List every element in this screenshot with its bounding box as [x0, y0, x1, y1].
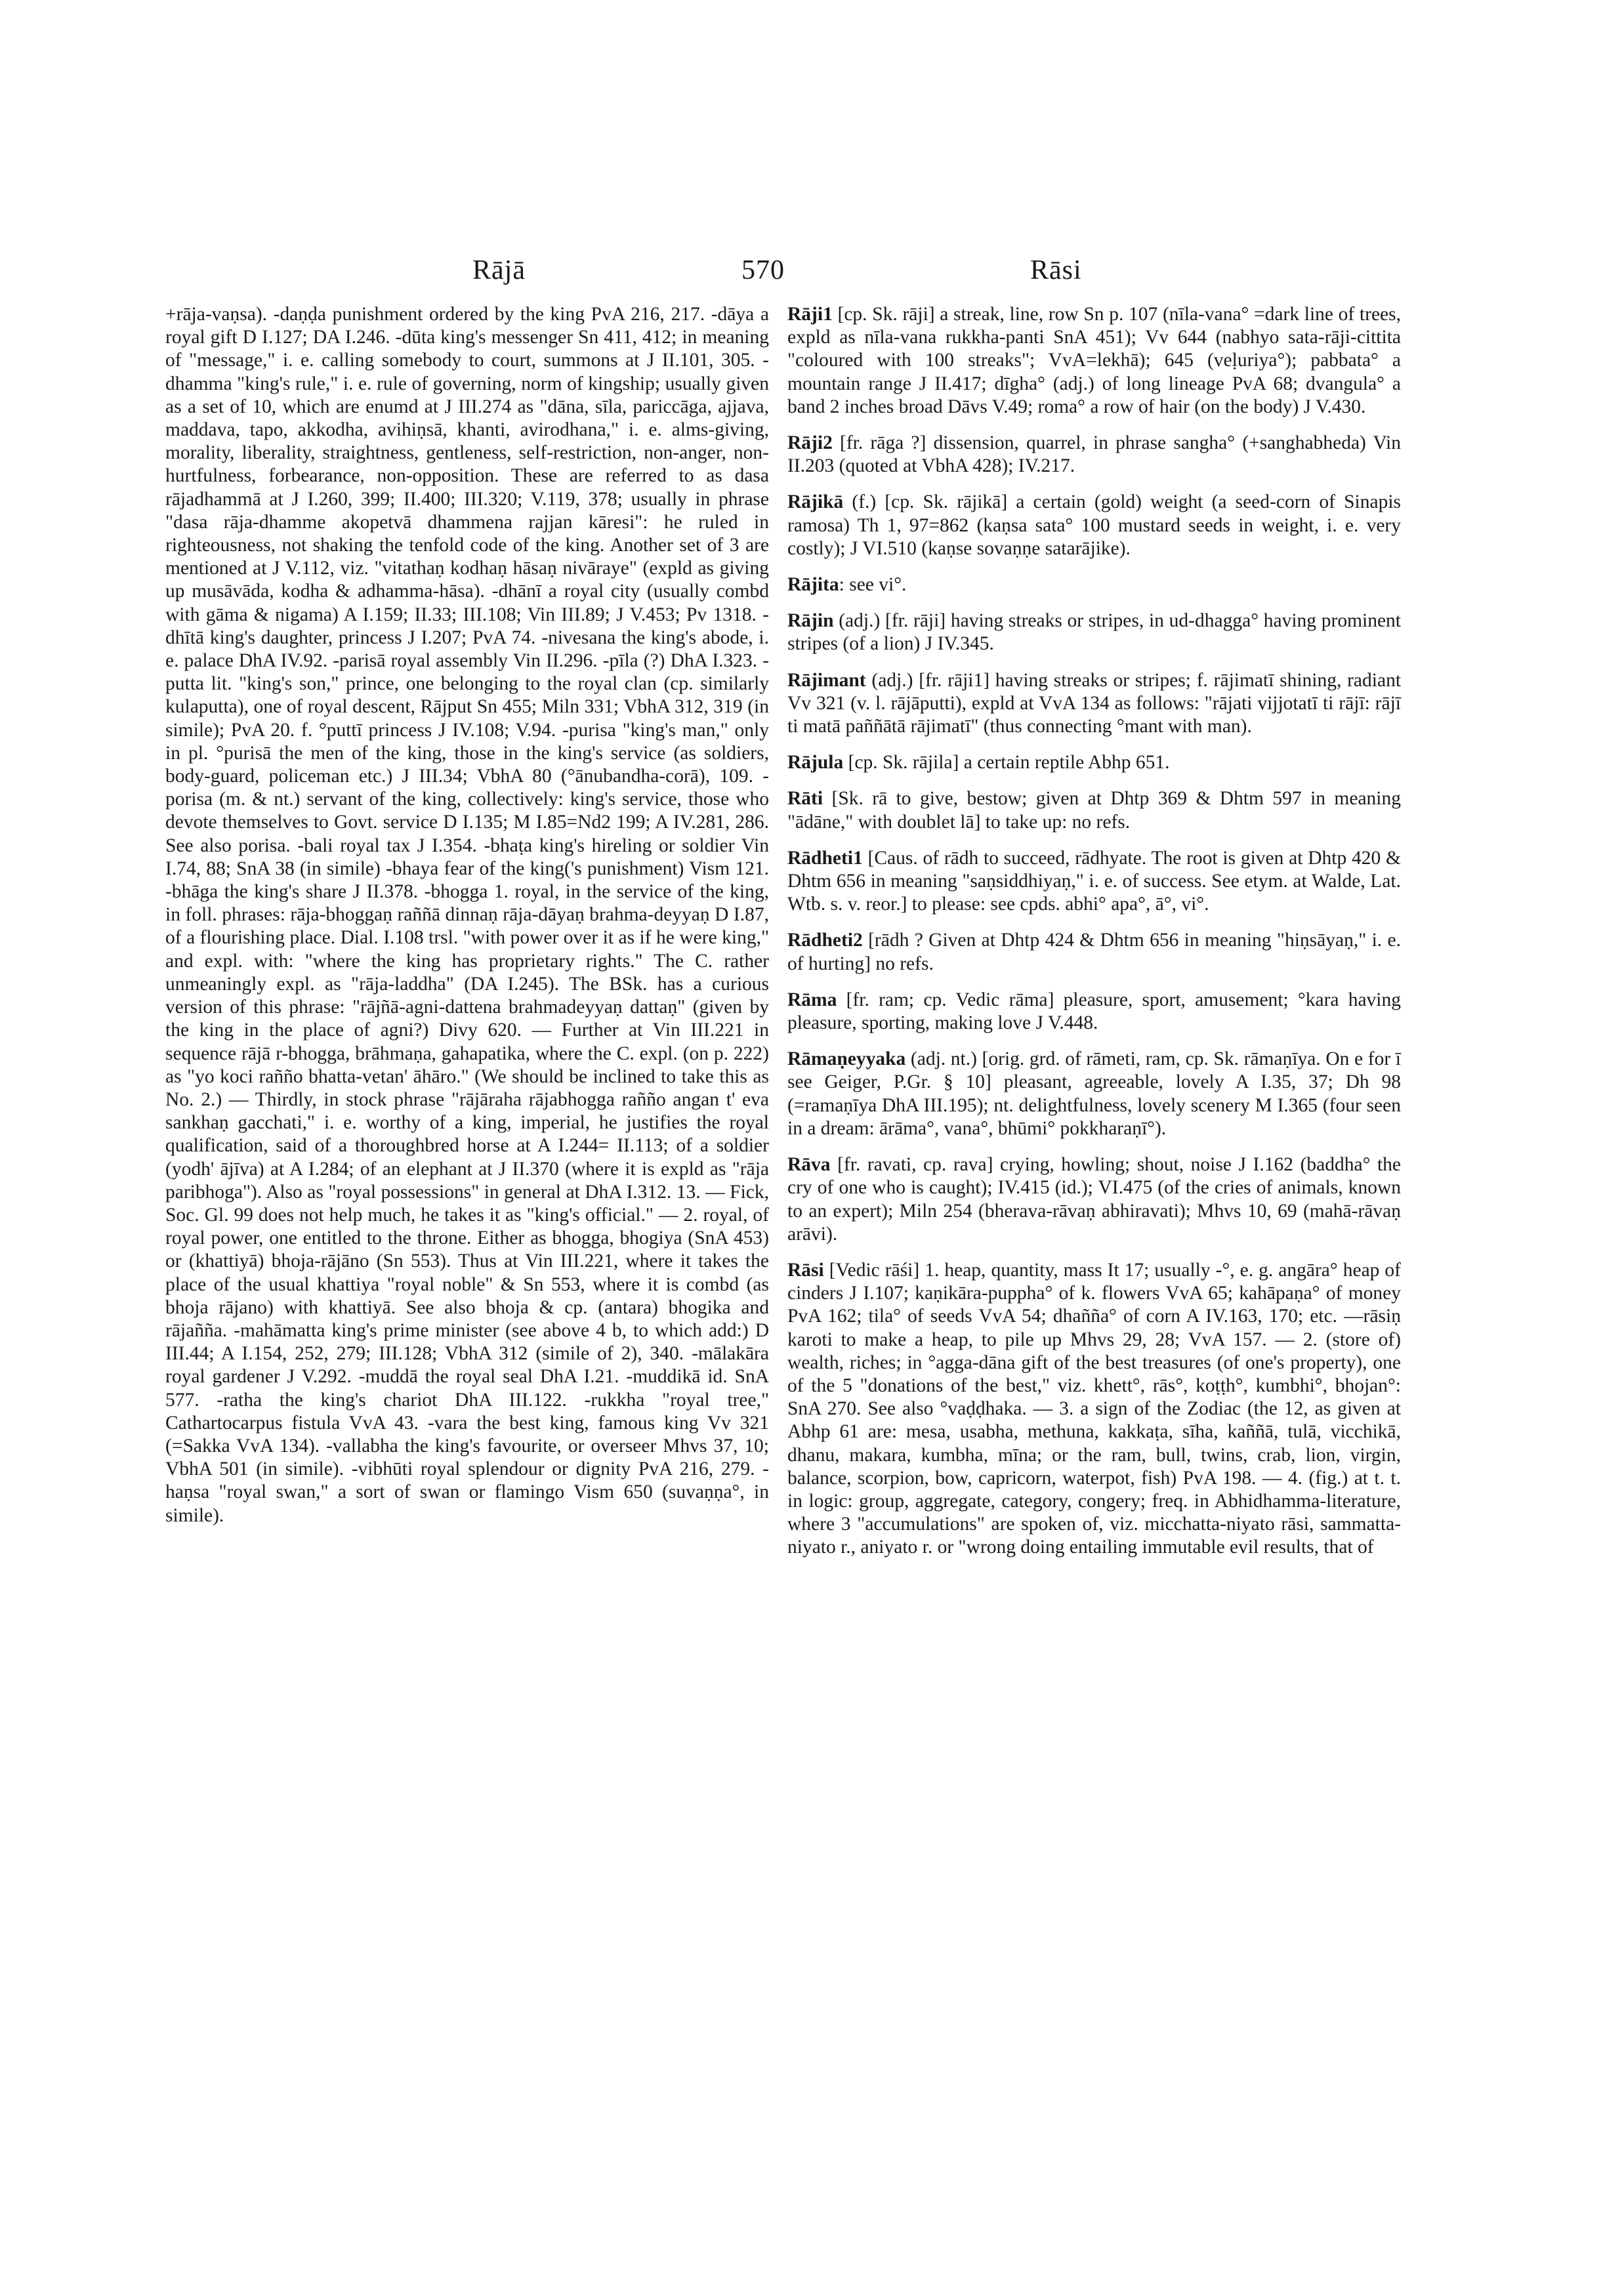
entry-text: : see vi°. — [839, 574, 907, 596]
dictionary-entry — [787, 432, 1401, 478]
entry-text: (f.) [cp. Sk. rājikā] a certain (gold) weight (a seed-corn of Sinapis ramosa) Th 1, 97=862 (kaṇsa sata° 100 mustard seeds in weight, i. e. very costly); J VI.510 (kaṇse sovaṇṇe satarājike). — [787, 491, 1401, 559]
dictionary-entry — [787, 989, 1401, 1035]
dictionary-entry — [787, 751, 1401, 774]
dictionary-entry — [787, 491, 1401, 560]
header-right-guideword: Rāsi — [1030, 255, 1082, 285]
entry-text: (adj.) [fr. rāji1] having streaks or stripes; f. rājimatī shining, radiant Vv 321 (v. l. rājāputti), expld at VvA 134 as follows: "rājati vijjotatī ti rājī: rājī ti matā paññātā rājimatī" (thus connecting °mant with man). — [787, 669, 1402, 737]
entry-text: (adj. nt.) [orig. grd. of rāmeti, ram, cp. Sk. rāmaṇīya. On e for ī see Geiger, P.Gr. § 10] pleasant, agreeable, lovely A I.35, 37; Dh 98 (=ramaṇīya DhA III.195); nt. delightfulness, lovely scenery M I.365 (four seen in a dream: ārāma°, vana°, bhūmi° pokkharaṇī°). — [787, 1048, 1401, 1139]
dictionary-entry — [787, 573, 1401, 596]
dictionary-entry — [787, 610, 1401, 655]
entry-headword: Rājimant — [787, 669, 866, 691]
entry-text: [rādh ? Given at Dhtp 424 & Dhtm 656 in meaning "hiṇsāyaṇ," i. e. of hurting] no refs. — [787, 930, 1401, 974]
entry-headword: Rāma — [787, 989, 837, 1010]
dictionary-entry — [787, 847, 1401, 917]
page-number: 570 — [741, 255, 785, 285]
entry-headword: Rāji1 — [787, 304, 833, 325]
page-header — [164, 255, 1411, 294]
entry-headword: Rāji2 — [787, 432, 833, 454]
entry-headword: Rājin — [787, 610, 834, 632]
entry-text: [cp. Sk. rāji] a streak, line, row Sn p. 107 (nīla-vana° =dark line of trees, expld as nīla-vana rukkha-panti SnA 451); Vv 644 (nabhyo sata-rāji-cittita "coloured with 100 streaks"; VvA=lekhā); 645 (veḷuriya°); pabbata° a mountain range J II.417; dīgha° (adj.) of long lineage PvA 68; dvangula° a band 2 inches broad Dāvs V.49; roma° a row of hair (on the body) J V.430. — [787, 304, 1401, 417]
entry-headword: Rādheti1 — [787, 847, 863, 869]
column-divider — [774, 303, 775, 2075]
dictionary-entry — [787, 669, 1401, 739]
dictionary-entry — [787, 1048, 1401, 1140]
entry-text: [fr. ravati, cp. rava] crying, howling; shout, noise J I.162 (baddha° the cry of one who is caught); IV.415 (id.); VI.475 (of the cries of animals, known to an expert); Miln 254 (bherava-rāvaṇ abhiravati); Mhvs 10, 69 (mahā-rāvaṇ arāvi). — [787, 1154, 1401, 1245]
left-column — [165, 303, 769, 1527]
entry-headword: Rāti — [787, 788, 823, 810]
entry-text: [fr. rāga ?] dissension, quarrel, in phrase sangha° (+sanghabheda) Vin II.203 (quoted at VbhA 428); IV.217. — [787, 432, 1401, 477]
header-left-guideword: Rājā — [472, 255, 526, 285]
dictionary-entry — [787, 787, 1401, 833]
dictionary-entry — [787, 1259, 1401, 1560]
dictionary-entry — [787, 929, 1401, 975]
entry-headword: Rāsi — [787, 1259, 824, 1281]
dictionary-entry — [787, 1153, 1401, 1246]
entry-text: [Caus. of rādh to succeed, rādhyate. The root is given at Dhtp 420 & Dhtm 656 in meaning "saṇsiddhiyaṇ," i. e. of success. See etym. at Walde, Lat. Wtb. s. v. reor.] to please: see cpds. abhi° apa°, ā°, vi°. — [787, 847, 1401, 915]
entry-text: [Vedic rāśi] 1. heap, quantity, mass It 17; usually -°, e. g. angāra° heap of cinders J I.107; kaṇikāra-puppha° of k. flowers VvA 65; kahāpaṇa° of money PvA 162; tila° of seeds VvA 54; dhañña° of corn A IV.163, 170; etc. —rāsiṇ karoti to make a heap, to pile up Mhvs 29, 28; VvA 157. — 2. (store of) wealth, riches; in °agga-dāna gift of the best treasures (of one's property), one of the 5 "donations of the best," viz. khett°, rās°, koṭṭh°, kumbhi°, bhojan°: SnA 270. See also °vaḍḍhaka. — 3. a sign of the Zodiac (the 12, as given at Abhp 61 are: mesa, usabha, methuna, kakkaṭa, sīha, kaññā, tulā, vicchikā, dhanu, makara, kumbha, mīna; or the ram, bull, twins, crab, lion, virgin, balance, scorpion, bow, capricorn, waterpot, fish) PvA 198. — 4. (fig.) at t. t. in logic: group, aggregate, category, congery; freq. in Abhidhamma-literature, where 3 "accumulations" are spoken of, viz. micchatta-niyato rāsi, sammatta-niyato r., aniyato r. or "wrong doing entailing immutable evil results, that of — [787, 1259, 1402, 1558]
entry-headword: Rādheti2 — [787, 930, 863, 951]
left-column-text: +rāja-vaṇsa). -daṇḍa punishment ordered by the king PvA 216, 217. -dāya a royal gift D I.127; DA I.246. -dūta king's messenger Sn 411, 412; in meaning of "message," i. e. calling somebody to court, summons at J II.101, 305. -dhamma "king's rule," i. e. rule of governing, norm of kingship; usually given as a set of 10, which are enumd at J III.274 as "dāna, sīla, pariccāga, ajjava, maddava, tapo, akkodha, avihiṇsā, khanti, avirodhana," i. e. alms-giving, morality, liberality, straightness, gentleness, self-restriction, non-anger, non-hurtfulness, forbearance, non-opposition. These are referred to as dasa rājadhammā at J I.260, 399; II.400; III.320; V.119, 378; usually in phrase "dasa rāja-dhamme akopetvā dhammena rajjan kāresi": he ruled in righteousness, not shaking the tenfold code of the king. Another set of 3 are mentioned at J V.112, viz. "vitathaṇ kodhaṇ hāsaṇ nivāraye" (expld as giving up musāvāda, kodha & adhamma-hāsa). -dhānī a royal city (usually combd with gāma & nigama) A I.159; II.33; III.108; Vin III.89; J V.453; Pv 1318. -dhītā king's daughter, princess J I.207; PvA 74. -nivesana the king's abode, i. e. palace DhA IV.92. -parisā royal assembly Vin II.296. -pīla (?) DhA I.323. -putta lit. "king's son," prince, one belonging to the royal clan (cp. similarly kulaputta), one of royal descent, Rājput Sn 455; Miln 331; VbhA 312, 319 (in simile); PvA 20. f. °puttī princess J IV.108; V.94. -purisa "king's man," only in pl. °purisā the men of the king, those in the king's service (as soldiers, body-guard, policeman etc.) J III.34; VbhA 80 (°ānubandha-corā), 109. -porisa (m. & nt.) servant of the king, collectively: king's service, those who devote themselves to Govt. service D I.135; M I.85=Nd2 199; A IV.281, 286. See also porisa. -bali royal tax J I.354. -bhaṭa king's hireling or soldier Vin I.74, 88; SnA 38 (in simile) -bhaya fear of the king('s punishment) Vism 121. -bhāga the king's share J II.378. -bhogga 1. royal, in the service of the king, in foll. phrases: rāja-bhoggaṇ raññā dinnaṇ rāja-dāyaṇ brahma-deyyaṇ D I.87, of a flourishing place. Dial. I.108 trsl. "with power over it as if he were king," and expl. with: "where the king has proprietary rights." The C. rather unmeaningly expl. as "rāja-laddha" (DA I.245). The BSk. has a curious version of this phrase: "rājñā-agni-dattena brahmadeyyaṇ dattaṇ" (given by the king in the place of agni?) Divy 620. — Further at Vin III.221 in sequence rājā r-bhogga, brāhmaṇa, gahapatika, where the C. expl. (on p. 222) as "yo koci rañño bhatta-vetan' āhāro." (We should be inclined to take this as No. 2.) — Thirdly, in stock phrase "rājāraha rājabhogga rañño angan t' eva sankhaṇ gacchati," i. e. worthy of a king, imperial, he justifies the royal qualification, said of a thoroughbred horse at A I.244= II.113; of a soldier (yodh' ājīva) at A I.284; of an elephant at J II.370 (where it is expld as "rāja paribhoga"). Also as "royal possessions" in general at DhA I.312. 13. — Fick, Soc. Gl. 99 does not help much, he takes it as "king's official." — 2. royal, of royal power, one entitled to the throne. Either as bhogga, bhogiya (SnA 453) or (khattiyā) bhoja-rājāno (Sn 553). Thus at Vin III.221, where it takes the place of the usual khattiya "royal noble" & Sn 553, where it is combd (as bhoja rājano) with khattiyā. See also bhoja & cp. (antara) bhogika and rājañña. -mahāmatta king's prime minister (see above 4 b, to which add:) D III.44; A I.154, 252, 279; III.128; VbhA 312 (simile of 2), 340. -mālakāra royal gardener J V.292. -muddā the royal seal DhA I.21. -muddikā id. SnA 577. -ratha the king's chariot DhA III.122. -rukkha "royal tree," Cathartocarpus fistula VvA 43. -vara the best king, famous king Vv 321 (=Sakka VvA 134). -vallabha the king's favourite, or overseer Mhvs 37, 10; VbhA 501 (in simile). -vibhūti royal splendour or dignity PvA 216, 279. -haṇsa "royal swan," a sort of swan or flamingo Vism 650 (suvaṇṇa°, in simile). — [165, 304, 769, 1526]
entry-text: [Sk. rā to give, bestow; given at Dhtp 369 & Dhtm 597 in meaning "ādāne," with doublet lā] to take up: no refs. — [787, 788, 1402, 833]
entry-text: (adj.) [fr. rāji] having streaks or stripes, in ud-dhagga° having prominent stripes (of a lion) J IV.345. — [787, 610, 1402, 655]
entry-text: [fr. ram; cp. Vedic rāma] pleasure, sport, amusement; °kara having pleasure, sporting, making love J V.448. — [787, 989, 1401, 1034]
entry-headword: Rāva — [787, 1154, 831, 1176]
entry-headword: Rājita — [787, 574, 839, 596]
entry-text: [cp. Sk. rājila] a certain reptile Abhp 651. — [848, 752, 1170, 774]
entry-headword: Rājikā — [787, 491, 844, 513]
entry-headword: Rājula — [787, 752, 844, 774]
right-column — [787, 303, 1401, 1573]
entry-headword: Rāmaṇeyyaka — [787, 1048, 906, 1070]
dictionary-entry — [787, 303, 1401, 419]
